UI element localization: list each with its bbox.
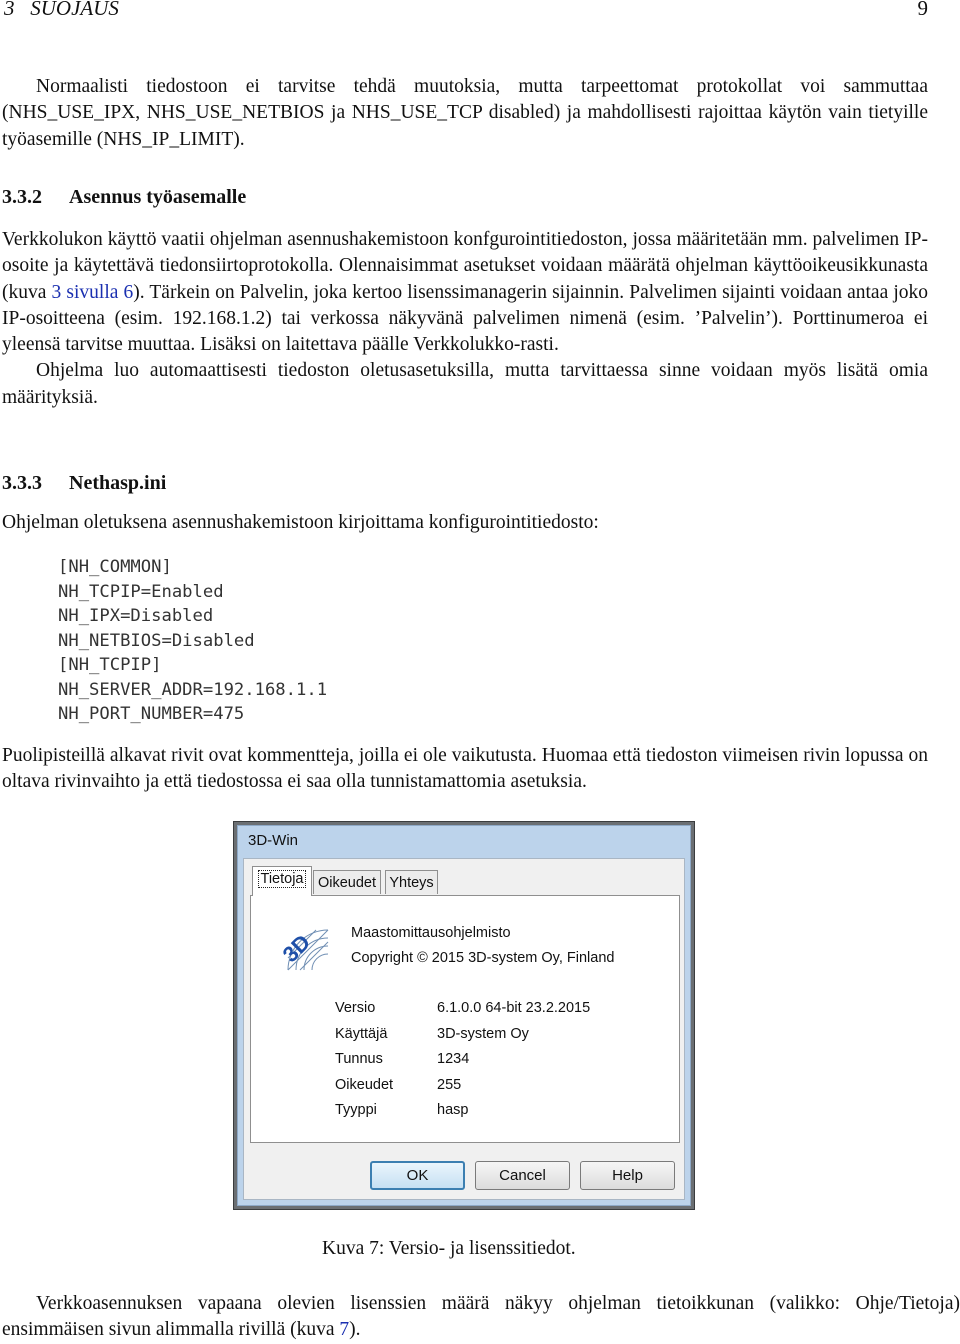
page-ref-link[interactable]: sivulla 6 [66,281,134,303]
code-line: [NH_TCPIP] [58,655,162,675]
paragraph-config-intro-text: Ohjelman oletuksena asennushakemistoon kirjoittama konfigurointitiedosto: [2,512,599,533]
code-line: [NH_COMMON] [58,557,172,577]
section-heading-3-3-2 [2,186,246,209]
running-header-chapter: 3 SUOJAUS [4,0,119,20]
info-label-user: Käyttäjä [335,1026,388,1042]
paragraph-installation [2,227,928,411]
info-label-rights: Oikeudet [335,1077,394,1093]
section-number: 3.3.3 [2,472,42,494]
paragraph-comments [2,743,928,796]
section-title: Asennus työasemalle [69,186,247,208]
paragraph-licenses-text: Verkkoasennuksen vapaana olevien lisenssien määrä näkyy ohjelman tietoikkunan (valikko: Ohje/Tietoja) ensimmäisen sivun alimmalla rivillä (kuva [2,1293,960,1341]
tab-yhteys[interactable]: Yhteys [385,870,438,894]
paragraph-installation-text-b: ). Tärkein on Palvelin, joka kertoo lisenssimanagerin sijainnin. Palvelimen sijainti voidaan antaa joko IP-osoitteena (esim. 192.168.1.2) tai verkossa näkyvänä palvelimen nimenä (esim. ’Palvelin’). Porttinumeroa ei yleensä tarvitse muuttaa. Lisäksi on laitettava päälle Verkkolukko-rasti. [2,281,929,356]
info-value-version: 6.1.0.0 64-bit 23.2.2015 [437,1000,591,1016]
figure-caption: Kuva 7: Versio- ja lisenssitiedot. [322,1238,576,1259]
info-value-rights: 255 [437,1077,462,1093]
copyright-text: Copyright © 2015 3D-system Oy, Finland [351,950,615,966]
app-logo-icon [276,918,330,974]
paragraph-protocols [2,74,928,153]
code-line: NH_SERVER_ADDR=192.168.1.1 [58,679,328,700]
section-title: Nethasp.ini [69,472,167,494]
info-value-id: 1234 [437,1051,470,1067]
tab-oikeudet[interactable]: Oikeudet [313,870,381,894]
code-line: NH_IPX=Disabled [58,606,214,626]
figure-7-link[interactable]: 7 [339,1319,350,1341]
figure-ref-link[interactable]: 3 [51,281,62,303]
cancel-button[interactable]: Cancel [475,1161,570,1190]
paragraph-installation-text-a: Verkkolukon käyttö vaatii ohjelman asennushakemistoon konfgurointitiedoston, jossa määritetään mm. palvelimen IP-osoite ja käytettävä tiedonsiirtoprotokolla. Olennaisimmat asetukset voidaan määrätä ohjelman käyttöoikeusikkunasta (kuva [2,229,928,303]
tab-tietoja[interactable] [252,866,312,896]
help-button[interactable]: Help [580,1161,675,1190]
dialog-title: 3D-Win [248,832,299,849]
ok-button[interactable]: OK [370,1161,465,1190]
paragraph-config-intro [2,510,928,536]
info-label-type: Tyyppi [335,1102,377,1118]
paragraph-protocols-text: Normaalisti tiedostoon ei tarvitse tehdä muutoksia, mutta tarpeettomat protokollat voi sammuttaa (NHS_USE_IPX, NHS_USE_NETBIOS ja NHS_USE_TCP disabled) ja mahdollisesti rajoittaa käytön vain tietyille työasemille (NHS_IP_LIMIT). [2,76,928,150]
tab-label: Tietoja [258,870,307,888]
paragraph-licenses [2,1291,960,1344]
info-label-id: Tunnus [335,1051,383,1067]
info-value-user: 3D-system Oy [437,1026,529,1042]
info-value-type: hasp [437,1102,469,1118]
config-code-listing [58,555,327,727]
section-number: 3.3.2 [2,186,42,208]
info-label-version: Versio [335,1000,376,1016]
code-line: NH_TCPIP=Enabled [58,581,224,602]
page-number: 9 [917,0,928,20]
paragraph-comments-text: Puolipisteillä alkavat rivit ovat kommentteja, joilla ei ole vaikutusta. Huomaa että tiedoston viimeisen rivin lopussa on oltava rivinvaihto ja että tiedostossa ei saa olla tunnistamattomia asetuksia. [2,745,928,793]
app-name: Maastomittausohjelmisto [351,925,511,941]
paragraph-licenses-end: ). [349,1319,361,1341]
paragraph-defaults-text: Ohjelma luo automaattisesti tiedoston oletusasetuksilla, mutta tarvittaessa sinne voidaan myös lisätä omia määrityksiä. [2,360,928,408]
code-line: NH_NETBIOS=Disabled [58,630,255,651]
logo-text: 3D [277,929,316,968]
code-line: NH_PORT_NUMBER=475 [58,704,245,724]
section-heading-3-3-3 [2,472,166,495]
